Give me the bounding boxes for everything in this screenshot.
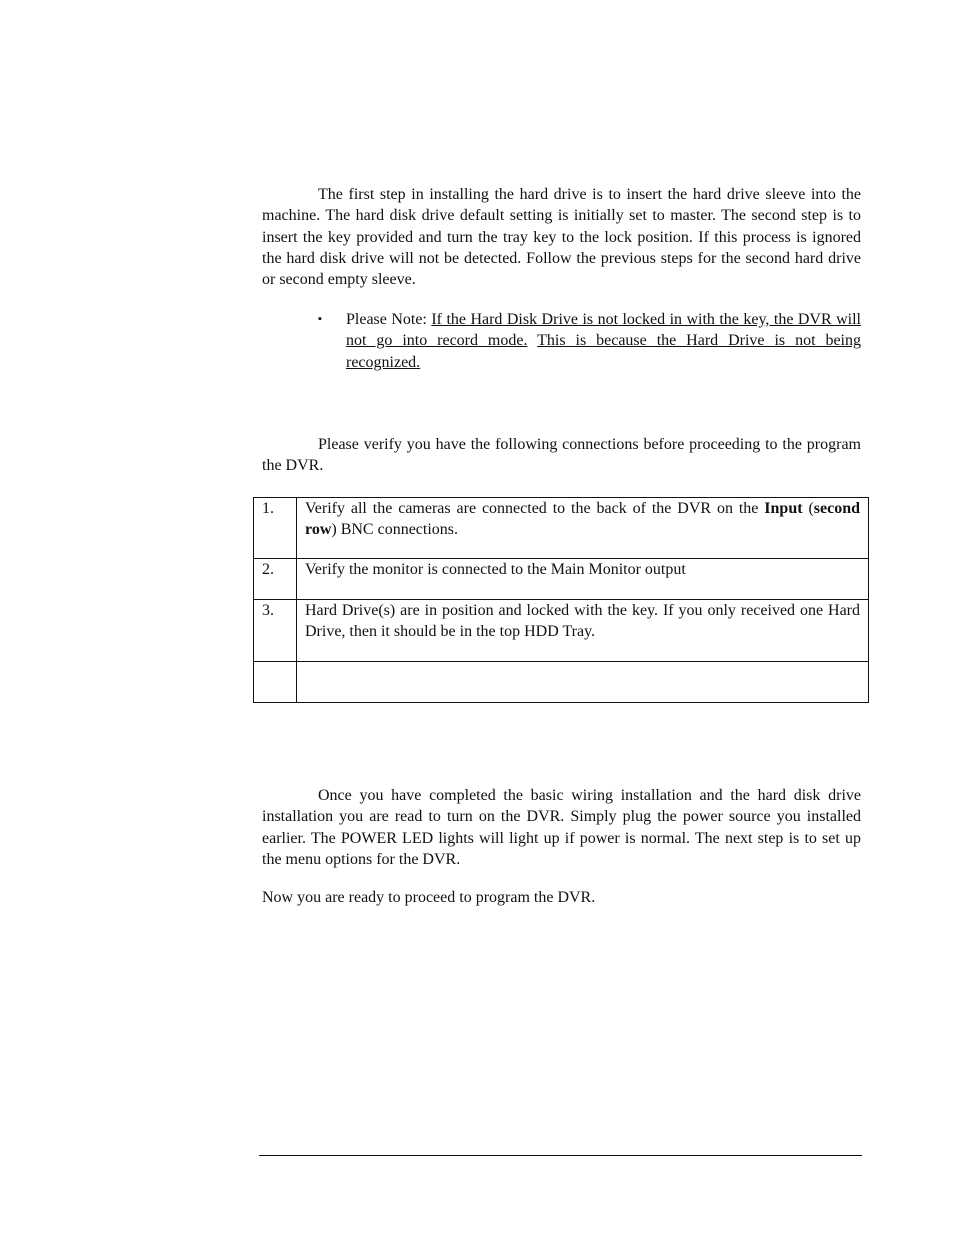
connections-checklist-table <box>253 497 869 703</box>
row-text-part: Verify all the cameras are connected to the back of the DVR on the <box>305 500 765 517</box>
note-prefix: Please Note: <box>346 311 432 328</box>
row-text: Verify the monitor is connected to the Main Monitor output <box>297 559 869 600</box>
please-note-paragraph <box>346 309 861 373</box>
row-number: 3. <box>254 600 297 662</box>
ready-paragraph: Now you are ready to proceed to program the DVR. <box>262 889 596 906</box>
power-on-paragraph: Once you have completed the basic wiring installation and the hard disk drive installation you are read to turn on the DVR. Simply plug the power source you installed earlier. The POWER LED lights will light up if power is normal. The next step is to set up the menu options for the DVR. <box>262 787 861 868</box>
footer-divider <box>259 1155 862 1156</box>
row-text <box>297 662 869 703</box>
table-row <box>254 559 869 600</box>
row-number <box>254 662 297 703</box>
second-row-bold-label: second row <box>305 500 861 539</box>
table-row <box>254 498 869 559</box>
row-text <box>297 498 869 559</box>
row-text-part: ) BNC connections. <box>331 521 459 539</box>
row-number: 1. <box>254 498 297 559</box>
note-underlined-1: If the Hard Disk Drive is not locked in with the key, the DVR will not go into record mode. <box>346 311 861 350</box>
row-number: 2. <box>254 559 297 600</box>
table-row <box>254 600 869 662</box>
hdd-install-paragraph: The first step in installing the hard drive is to insert the hard drive sleeve into the machine. The hard disk drive default setting is initially set to master. The second step is to insert the key provided and turn the tray key to the lock position. If this process is ignored the hard disk drive will not be detected. Follow the previous steps for the second hard drive or second empty sleeve. <box>262 186 861 289</box>
note-bullet-icon: ▪ <box>318 313 322 325</box>
verify-intro-paragraph: Please verify you have the following connections before proceeding to the program the DVR. <box>262 436 861 475</box>
row-text-part: ( <box>802 500 814 517</box>
row-text: Hard Drive(s) are in position and locked with the key. If you only received one Hard Drive, then it should be in the top HDD Tray. <box>297 600 869 662</box>
table-row <box>254 662 869 703</box>
input-bold-label: Input <box>764 500 803 517</box>
note-separator <box>527 332 537 349</box>
note-underlined-2: This is because the Hard Drive is not being recognized. <box>346 332 861 371</box>
